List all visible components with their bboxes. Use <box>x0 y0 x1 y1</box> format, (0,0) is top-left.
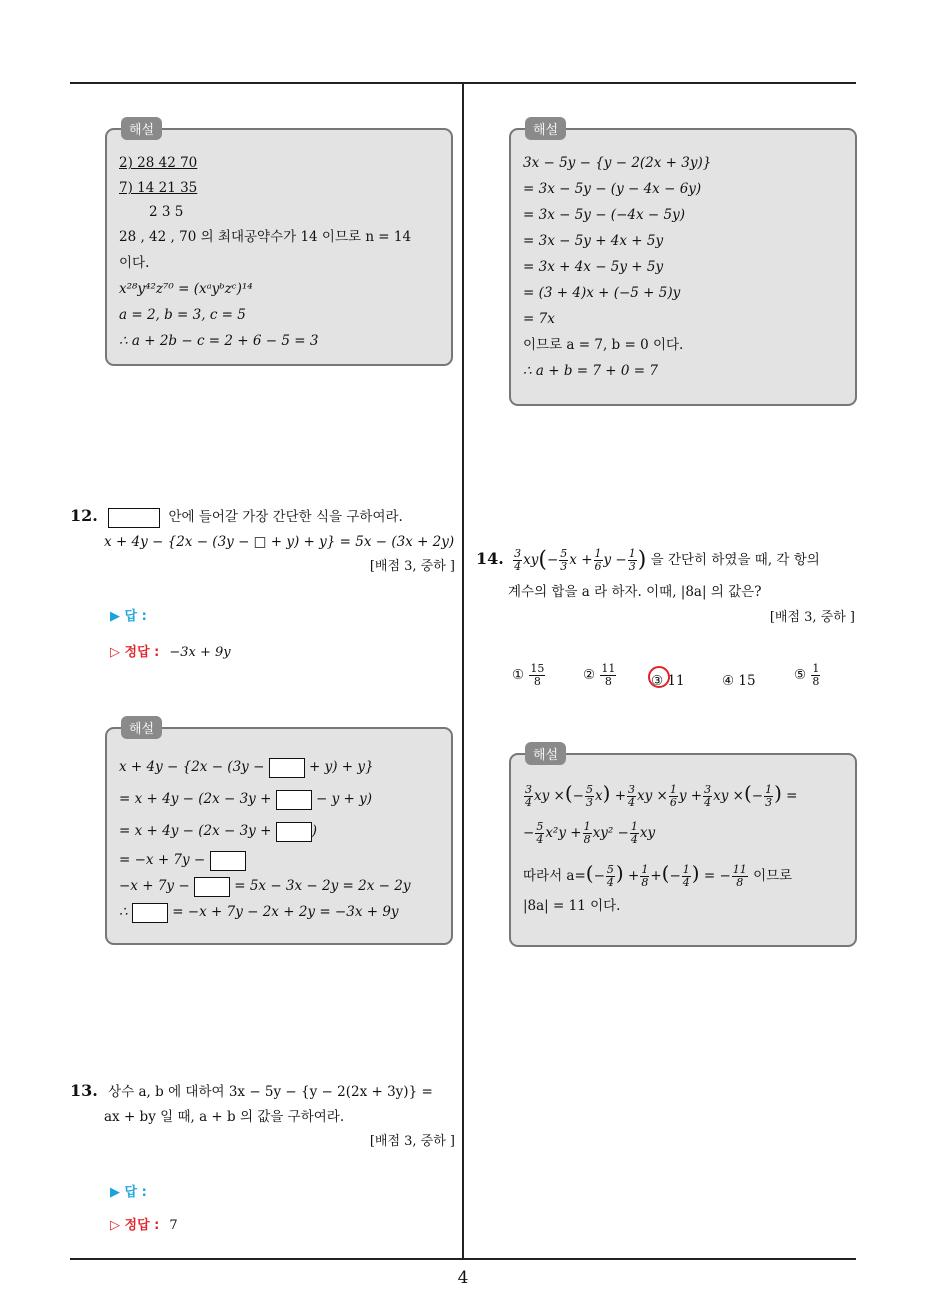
question-text-2: ax + by 일 때, a + b 의 값을 구하여라. <box>104 1109 345 1125</box>
correct-answer <box>110 1214 178 1233</box>
final-result: ∴ a + 2b − c = 2 + 6 − 5 = 3 <box>119 333 319 349</box>
abc-values: a = 2, b = 3, c = 5 <box>119 307 246 323</box>
blank <box>276 822 312 842</box>
choice-1[interactable]: ① $\frac{15}{8}$ <box>512 662 545 688</box>
solution-box-13 <box>509 123 857 406</box>
expansion-step: = (3 + 4)x + (−5 + 5)y <box>523 285 681 301</box>
solution-box-12 <box>105 722 453 945</box>
page-number: 4 <box>457 1268 469 1288</box>
solution-label: 해설 <box>121 716 162 739</box>
choice-4[interactable] <box>722 673 756 689</box>
choice-5[interactable]: ⑤ $\frac{1}{8}$ <box>794 662 820 688</box>
step-3: 따라서 a=(− $\frac{5}{4}$ ) + $\frac{1}{8}$ +(− $\frac{1}{4}$ ) = − $\frac{11}{8}$ 이므로 <box>523 861 793 889</box>
question-text-1: 을 간단히 하였을 때, 각 항의 <box>650 552 820 568</box>
blank <box>269 758 305 778</box>
answer-label: ▶ 답 : <box>110 1185 147 1200</box>
choice-2-marker: ② <box>583 667 596 683</box>
correct-value: 7 <box>169 1218 178 1233</box>
expansion-step: 3x − 5y − {y − 2(2x + 3y)} <box>523 155 712 171</box>
column-divider <box>462 83 464 1259</box>
question-number: 13. <box>70 1081 98 1100</box>
step-5a: −x + 7y − <box>119 878 190 894</box>
choice-3-label: ③ 11 <box>651 673 685 689</box>
blank <box>194 877 230 897</box>
question-12 <box>70 503 455 574</box>
step-4a: = −x + 7y − <box>119 852 206 868</box>
question-number: 14. <box>476 549 504 568</box>
expansion-step: = 3x − 5y − (y − 4x − 6y) <box>523 181 702 197</box>
power-equation: x²⁸y⁴²z⁷⁰ = (xᵃyᵇzᶜ)¹⁴ <box>119 281 253 297</box>
solution-label: 해설 <box>121 117 162 140</box>
step-5b: = 5x − 3x − 2y = 2x − 2y <box>234 878 411 894</box>
choice-4-label: ④ 15 <box>722 673 756 689</box>
score-label: [배점 3, 중하 ] <box>369 559 455 574</box>
answer-label: ▶ 답 : <box>110 609 147 624</box>
expansion-steps <box>523 150 843 332</box>
final-sum: ∴ a + b = 7 + 0 = 7 <box>523 363 658 379</box>
solution-box-14 <box>509 748 857 947</box>
choice-1-marker: ① <box>512 667 525 683</box>
blank <box>276 790 312 810</box>
gcd-line: 28 , 42 , 70 의 최대공약수가 14 이므로 n = 14 <box>119 229 412 245</box>
step-3-suffix: 이므로 <box>753 868 793 884</box>
question-expression: x + 4y − {2x − (3y − □ + y) + y} = 5x − (3x + 2y) <box>104 534 455 550</box>
step-3b: ) <box>311 823 317 839</box>
gcd-line-2: 이다. <box>119 255 150 271</box>
step-1a: x + 4y − {2x − (3y − <box>119 759 265 775</box>
correct-answer <box>110 641 231 660</box>
step-1b: + y) + y} <box>308 759 374 775</box>
choice-2[interactable]: ② $\frac{11}{8}$ <box>583 662 616 688</box>
question-text: 안에 들어갈 가장 간단한 식을 구하여라. <box>168 509 403 525</box>
question-expression: $\frac{3}{4}$ xy(− $\frac{5}{3}$ x + $\frac{1}{6}$ y − $\frac{1}{3}$ ) <box>514 547 647 573</box>
step-6a: ∴ <box>119 904 128 920</box>
expansion-step: = 7x <box>523 311 555 327</box>
division-row-3: 2 3 5 <box>149 204 184 220</box>
question-13 <box>70 1078 455 1149</box>
solution-label: 해설 <box>525 117 566 140</box>
score-label: [배점 3, 중하 ] <box>369 1134 455 1149</box>
solution-box-11 <box>105 123 453 366</box>
division-row-2: 7) 14 21 35 <box>119 180 198 196</box>
question-14 <box>476 540 861 625</box>
step-4: |8a| = 11 이다. <box>523 898 621 914</box>
division-row-1: 2) 28 42 70 <box>119 155 198 171</box>
answer-blank <box>108 508 160 528</box>
expansion-step: = 3x − 5y − (−4x − 5y) <box>523 207 685 223</box>
correct-label: ▷ 정답 : <box>110 645 160 660</box>
question-number: 12. <box>70 506 98 525</box>
step-2a: = x + 4y − (2x − 3y + <box>119 791 272 807</box>
expansion-step: = 3x − 5y + 4x + 5y <box>523 233 664 249</box>
expansion-step: = 3x + 4x − 5y + 5y <box>523 259 664 275</box>
question-text-2: 계수의 합을 a 라 하자. 이때, |8a| 의 값은? <box>508 584 762 600</box>
question-text-1: 상수 a, b 에 대하여 3x − 5y − {y − 2(2x + 3y)} = <box>108 1084 433 1100</box>
solution-label: 해설 <box>525 742 566 765</box>
step-3a: = x + 4y − (2x − 3y + <box>119 823 272 839</box>
blank <box>210 851 246 871</box>
correct-choice-circle <box>648 666 670 688</box>
correct-value: −3x + 9y <box>169 645 231 660</box>
blank <box>132 903 168 923</box>
correct-label: ▷ 정답 : <box>110 1218 160 1233</box>
step-2: − $\frac{5}{4}$ x²y + $\frac{1}{8}$ xy² − $\frac{1}{4}$ xy <box>523 820 656 846</box>
result-line: 이므로 a = 7, b = 0 이다. <box>523 337 684 353</box>
choice-5-marker: ⑤ <box>794 667 807 683</box>
step-2b: − y + y) <box>316 791 373 807</box>
score-label: [배점 3, 중하 ] <box>769 610 855 625</box>
step-6b: = −x + 7y − 2x + 2y = −3x + 9y <box>172 904 399 920</box>
step-3-label: 따라서 a= <box>523 868 586 884</box>
step-1: $\frac{3}{4}$ xy ×(− $\frac{5}{3}$ x) + $\frac{3}{4}$ xy × $\frac{1}{6}$ y + $\frac{3}{4}$ xy ×(− $\frac{1}{3}$ ) = <box>525 781 798 809</box>
